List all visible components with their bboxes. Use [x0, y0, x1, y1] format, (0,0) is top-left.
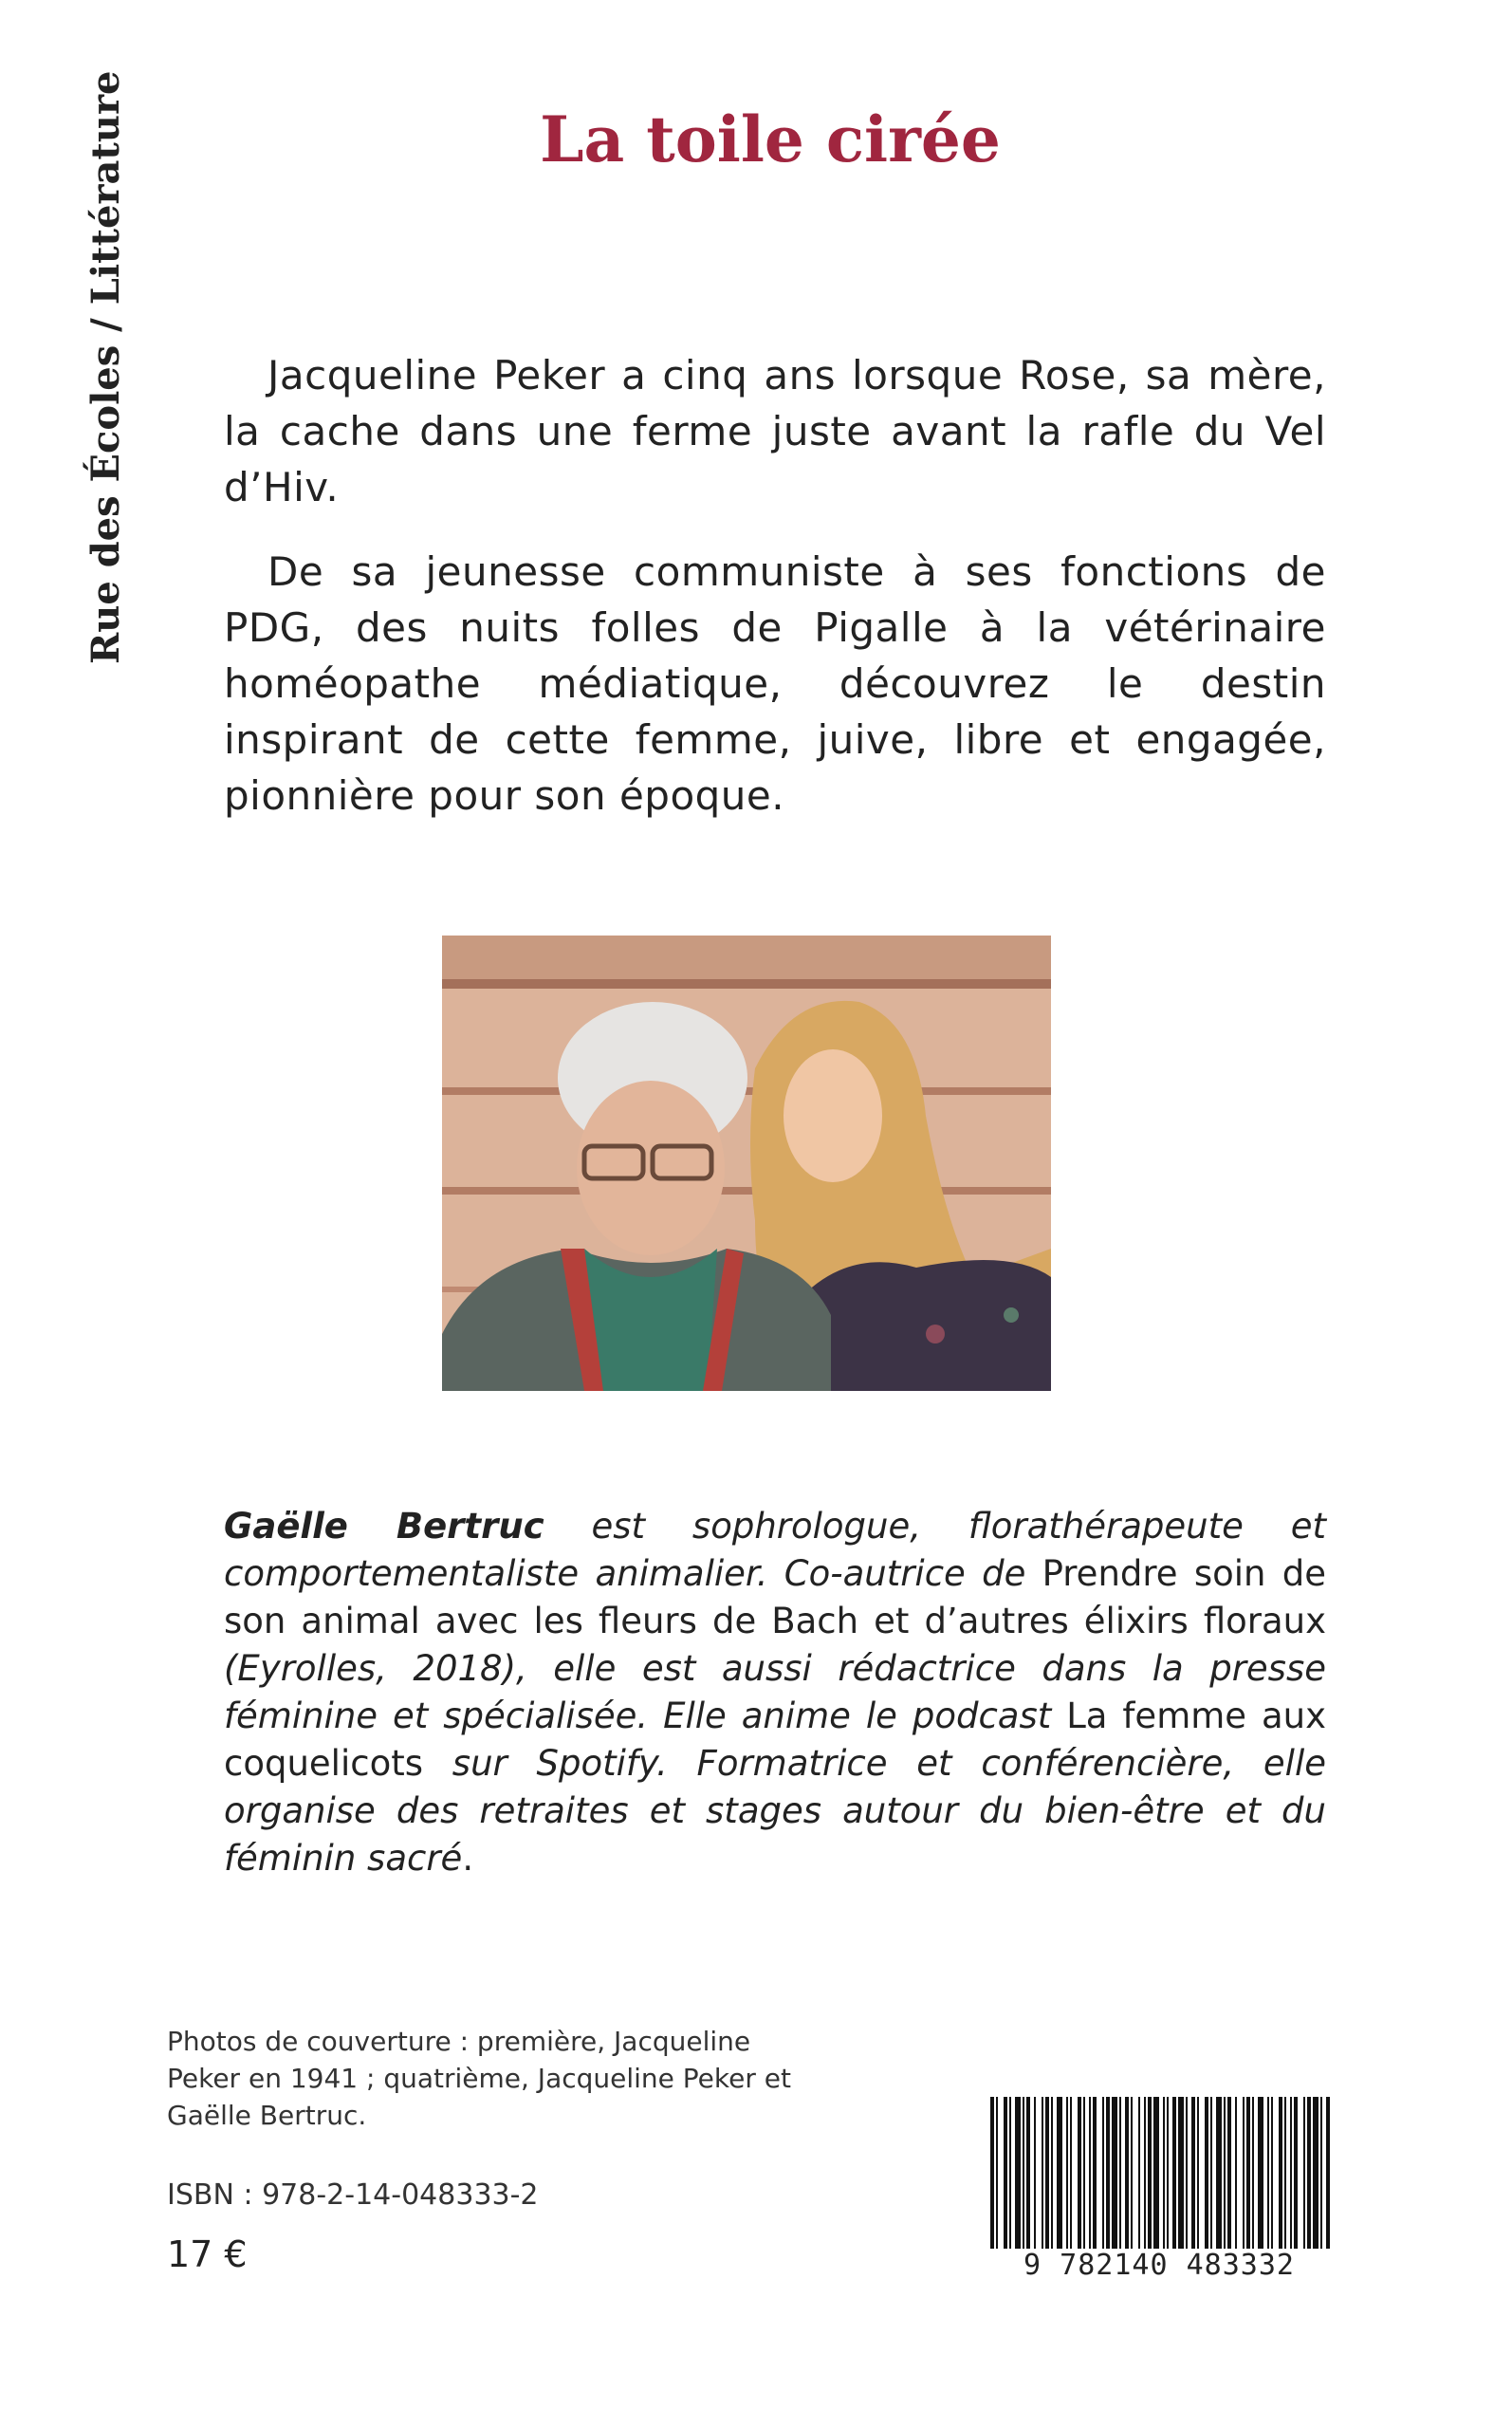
bio-author-name: Gaëlle Bertruc	[224, 1506, 544, 1547]
author-bio	[224, 1503, 1326, 1882]
bio-text-3: sur Spotify. Formatrice et conférencière, elle organise des retraites et stages autour du bien-être et du féminin sacré	[224, 1743, 1326, 1879]
bio-end: .	[462, 1838, 474, 1879]
barcode	[986, 2097, 1332, 2281]
author-photo	[442, 936, 1051, 1391]
blurb-paragraph-1: Jacqueline Peker a cinq ans lorsque Rose, sa mère, la cache dans une ferme juste avant la rafle du Vel d’Hiv.	[224, 352, 1326, 510]
spine-text: Rue des Écoles / Littérature	[83, 70, 128, 664]
blurb	[224, 347, 1326, 852]
book-title: La toile cirée	[540, 102, 1001, 176]
bio-book-title: Prendre soin de son animal avec les fleurs de Bach et d’autres élixirs floraux	[224, 1553, 1327, 1641]
bio-text-1: est sophrologue, florathérapeute et comportementaliste animalier. Co-autrice de	[224, 1506, 1326, 1594]
photo-credits: Photos de couverture : première, Jacqueline Peker en 1941 ; quatrième, Jacqueline Peker et Gaëlle Bertruc.	[167, 2026, 791, 2131]
blurb-paragraph-2: De sa jeunesse communiste à ses fonctions de PDG, des nuits folles de Pigalle à la vétérinaire homéopathe médiatique, découvrez le destin inspirant de cette femme, juive, libre et engagée, pionnière pour son époque.	[224, 548, 1326, 819]
bio-podcast-title: La femme aux coquelicots	[224, 1696, 1327, 1784]
bio-text-2: (Eyrolles, 2018), elle est aussi rédactrice dans la presse féminine et spécialisée. Elle anime le podcast	[224, 1648, 1326, 1736]
price: 17 €	[167, 2233, 248, 2275]
barcode-digits: 9 782140 483332	[986, 2249, 1332, 2282]
isbn: ISBN : 978-2-14-048333-2	[167, 2178, 539, 2212]
spine-label	[49, 70, 128, 693]
